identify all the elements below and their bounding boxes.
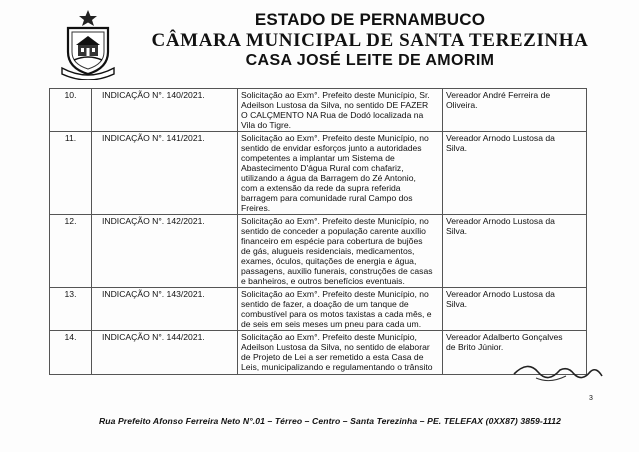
municipal-crest-icon — [58, 8, 118, 80]
table-row — [50, 89, 587, 132]
author: Vereador André Ferreira de Oliveira. — [443, 89, 587, 132]
indication-text: Solicitação ao Exm°. Prefeito deste Município, no sentido de envidar esforços junto a autoridades competentes a implantar um Sistema de Abastecimento D'água Rural com chafariz, utilizando a água da Barragem do Zé Antonio, com a extensão da rede da supra referida barragem para comunidade rural Campo dos Freires. — [238, 132, 443, 215]
footer-address: Rua Prefeito Afonso Ferreira Neto N°.01 – Térreo – Centro – Santa Terezinha – PE. TELEFAX (0XX87) 3859-1112 — [98, 416, 562, 426]
indication-text: Solicitação ao Exm°. Prefeito deste Município, no sentido de conceder a população carente auxílio financeiro em espécie para cobertura de bujões de gás, alugueis residenciais, medicamentos, exames, óculos, quitações de energia e água, passagens, auxilio funerais, construções de casas e banheiros, e outros benefícios eventuais. — [238, 215, 443, 288]
signature-icon — [508, 356, 608, 396]
page-number: 3 — [589, 395, 593, 402]
header-chamber: CÂMARA MUNICIPAL DE SANTA TEREZINHA — [151, 30, 589, 51]
table-row — [50, 331, 587, 375]
indication-text: Solicitação ao Exm°. Prefeito deste Município, no sentido de fazer, a doação de um tanque de combustível para os motos taxistas a cada mês, e de seis em seis meses um pneu para cada um. — [238, 288, 443, 331]
author: Vereador Adalberto Gonçalves de Brito Júnior. — [443, 331, 587, 375]
row-number: 14. — [50, 331, 92, 375]
indication-number: INDICAÇÃO N°. 143/2021. — [92, 288, 238, 331]
indications-table — [49, 88, 587, 375]
row-number: 12. — [50, 215, 92, 288]
author: Vereador Arnodo Lustosa da Silva. — [443, 215, 587, 288]
table-row — [50, 288, 587, 331]
indication-number: INDICAÇÃO N°. 141/2021. — [92, 132, 238, 215]
table-row — [50, 132, 587, 215]
row-number: 13. — [50, 288, 92, 331]
header-state: ESTADO DE PERNAMBUCO — [254, 10, 486, 29]
indication-number: INDICAÇÃO N°. 140/2021. — [92, 89, 238, 132]
author: Vereador Arnodo Lustosa da Silva. — [443, 288, 587, 331]
table-row — [50, 215, 587, 288]
author: Vereador Arnodo Lustosa da Silva. — [443, 132, 587, 215]
row-number: 10. — [50, 89, 92, 132]
header-house: CASA JOSÉ LEITE DE AMORIM — [245, 52, 495, 69]
indication-number: INDICAÇÃO N°. 144/2021. — [92, 331, 238, 375]
indication-text: Solicitação ao Exm°. Prefeito deste Município, Adeilson Lustosa da Silva, no sentido de elaborar de Projeto de Lei a ser remetido a esta Casa de Leis, municipalizando e regulamentando o trânsito — [238, 331, 443, 375]
indication-text: Solicitação ao Exm°. Prefeito deste Município, Sr. Adeilson Lustosa da Silva, no sentido DE FAZER O CALÇMENTO NA Rua de Dodó localizada na Vila do Tigre. — [238, 89, 443, 132]
indication-number: INDICAÇÃO N°. 142/2021. — [92, 215, 238, 288]
row-number: 11. — [50, 132, 92, 215]
